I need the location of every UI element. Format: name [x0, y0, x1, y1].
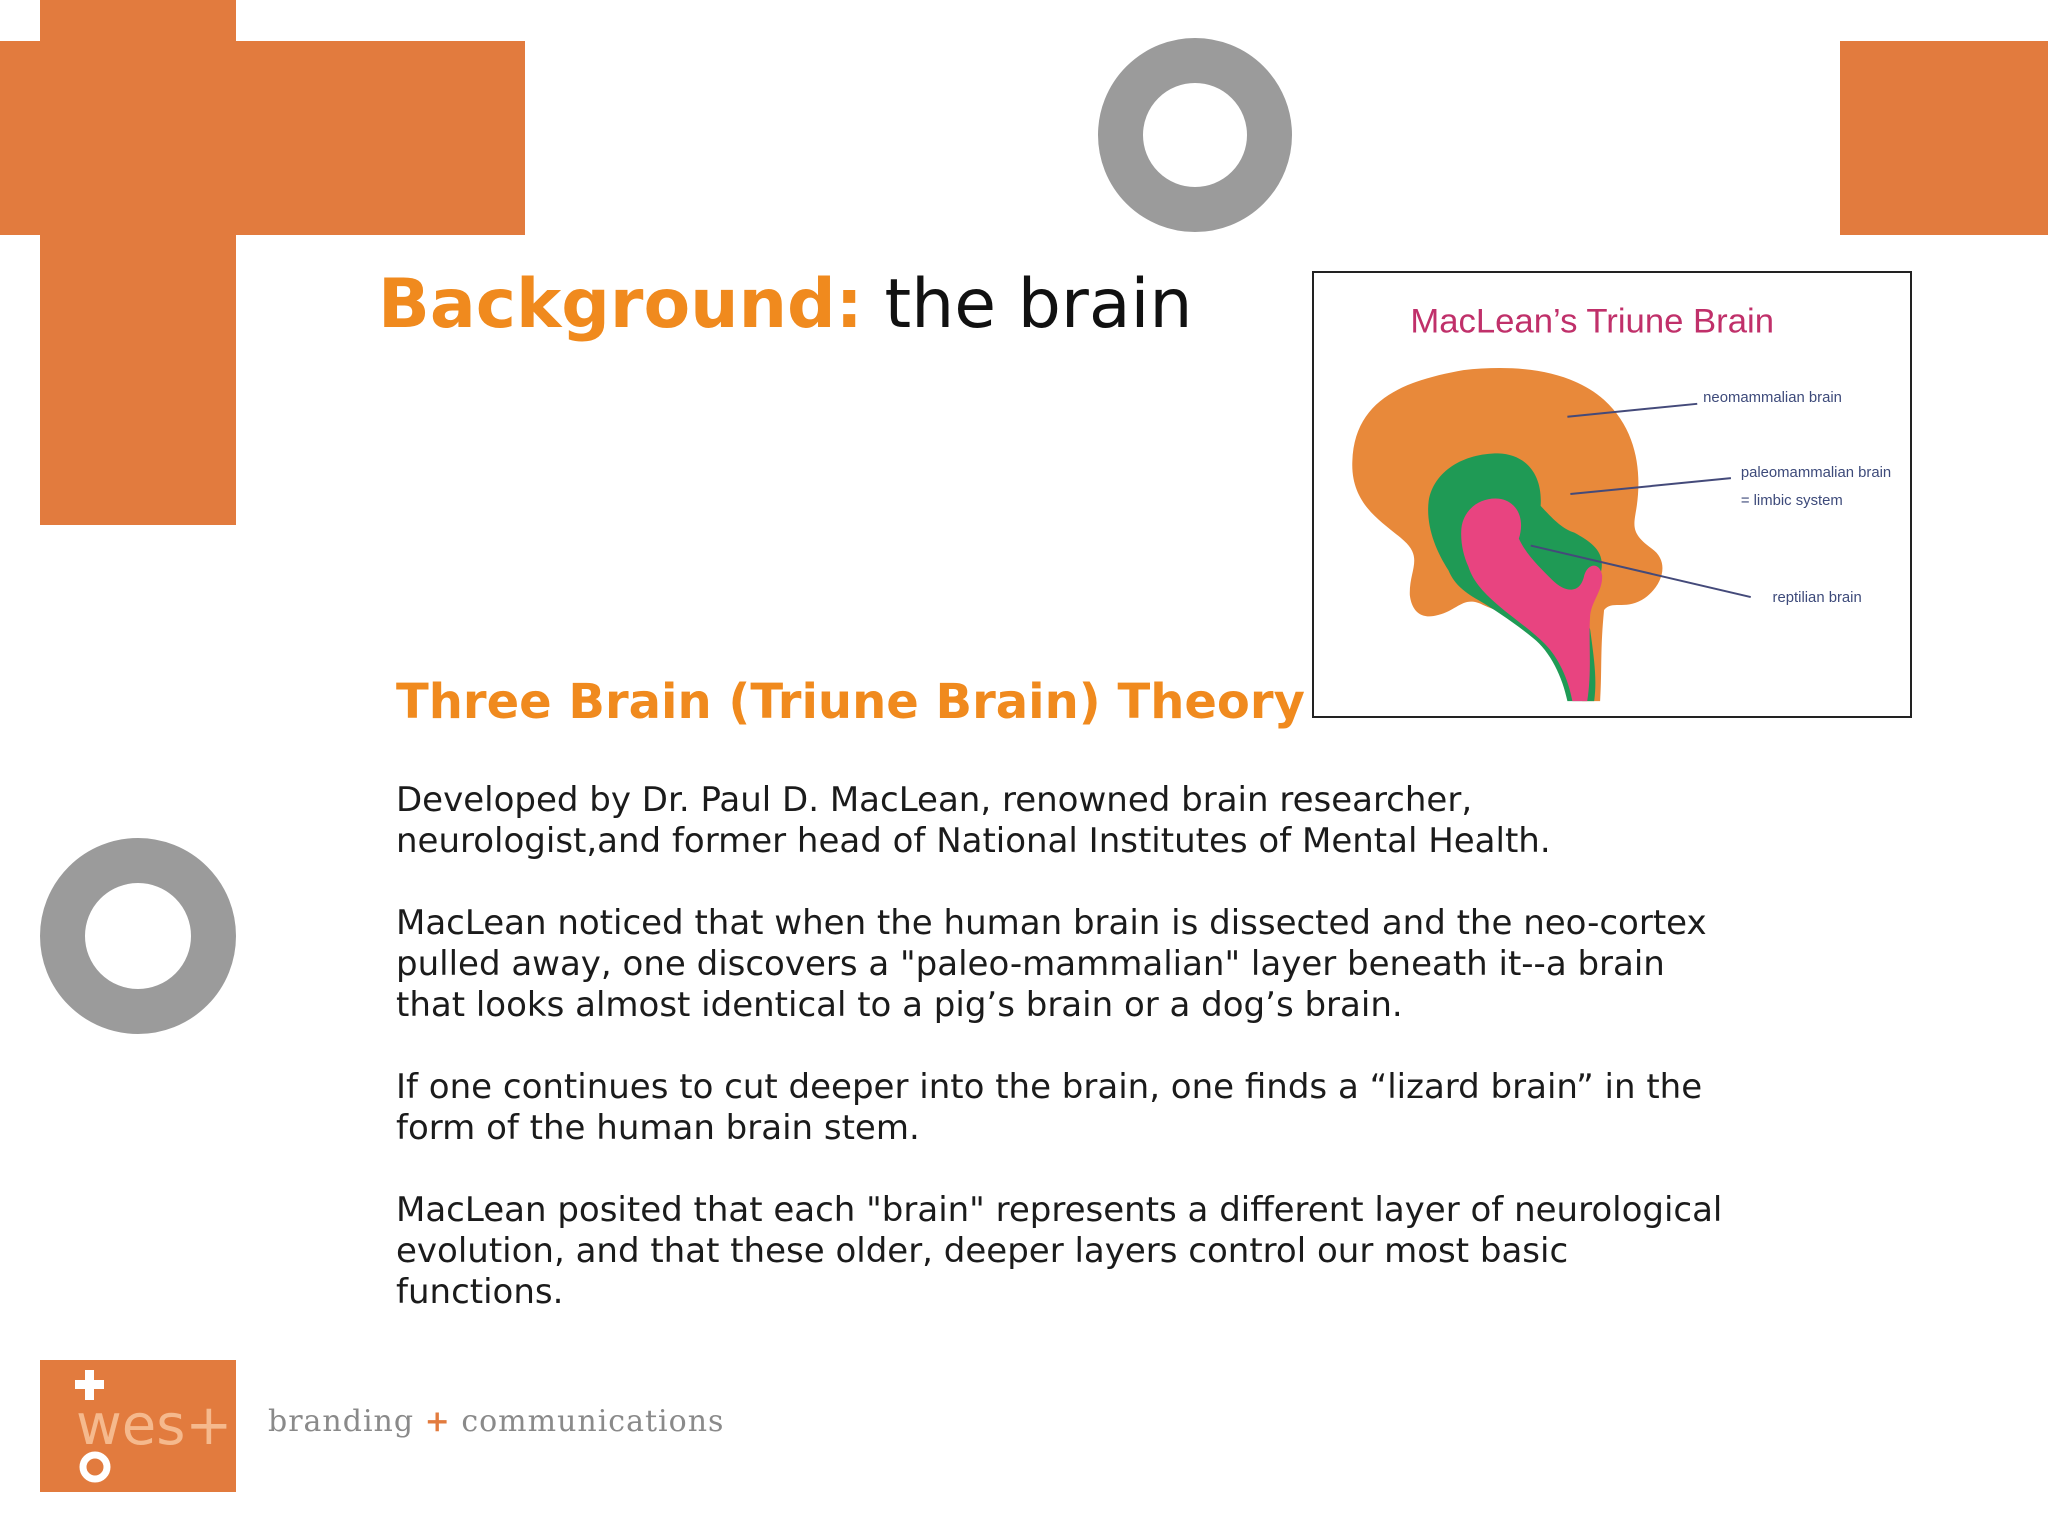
label-reptilian: reptilian brain [1772, 590, 1862, 607]
wes-logo [40, 1360, 236, 1492]
gray-ring-left [40, 838, 236, 1034]
tagline-plus: + [424, 1404, 451, 1439]
label-limbic-system: = limbic system [1740, 492, 1843, 509]
title-rest: the brain [862, 265, 1193, 344]
tagline-left: branding [268, 1404, 415, 1439]
section-subtitle: Three Brain (Triune Brain) Theory [396, 674, 1305, 730]
paragraph-2: MacLean noticed that when the human brain is dissected and the neo-cortex pulled away, one discovers a "paleo-mammalian" layer beneath it--a brain that looks almost identical to a pig’s brain or a dog’s brain. [396, 903, 1707, 1025]
orange-cross-horizontal [0, 41, 525, 235]
logo-wordmark: wes+ [76, 1393, 233, 1458]
label-paleomammalian: paleomammalian brain [1740, 465, 1892, 482]
body-text [396, 780, 1736, 1354]
triune-brain-figure [1312, 271, 1912, 718]
gray-ring-top [1098, 38, 1292, 232]
paragraph-4: MacLean posited that each "brain" represents a different layer of neurological evolution, and that these older, deeper layers control our most basic functions. [396, 1190, 1723, 1312]
tagline-right: communications [461, 1404, 725, 1439]
slide-title [378, 265, 1192, 344]
figure-title: MacLean’s Triune Brain [1410, 302, 1774, 341]
triune-brain-diagram [1314, 273, 1910, 716]
label-neomammalian: neomammalian brain [1703, 389, 1842, 406]
title-accent: Background: [378, 265, 863, 344]
footer-tagline [268, 1404, 724, 1439]
orange-block-top-right [1840, 41, 2048, 235]
paragraph-1: Developed by Dr. Paul D. MacLean, renowned brain researcher, neurologist,and former head of National Institutes of Mental Health. [396, 780, 1551, 861]
paragraph-3: If one continues to cut deeper into the brain, one finds a “lizard brain” in the form of the human brain stem. [396, 1067, 1703, 1148]
